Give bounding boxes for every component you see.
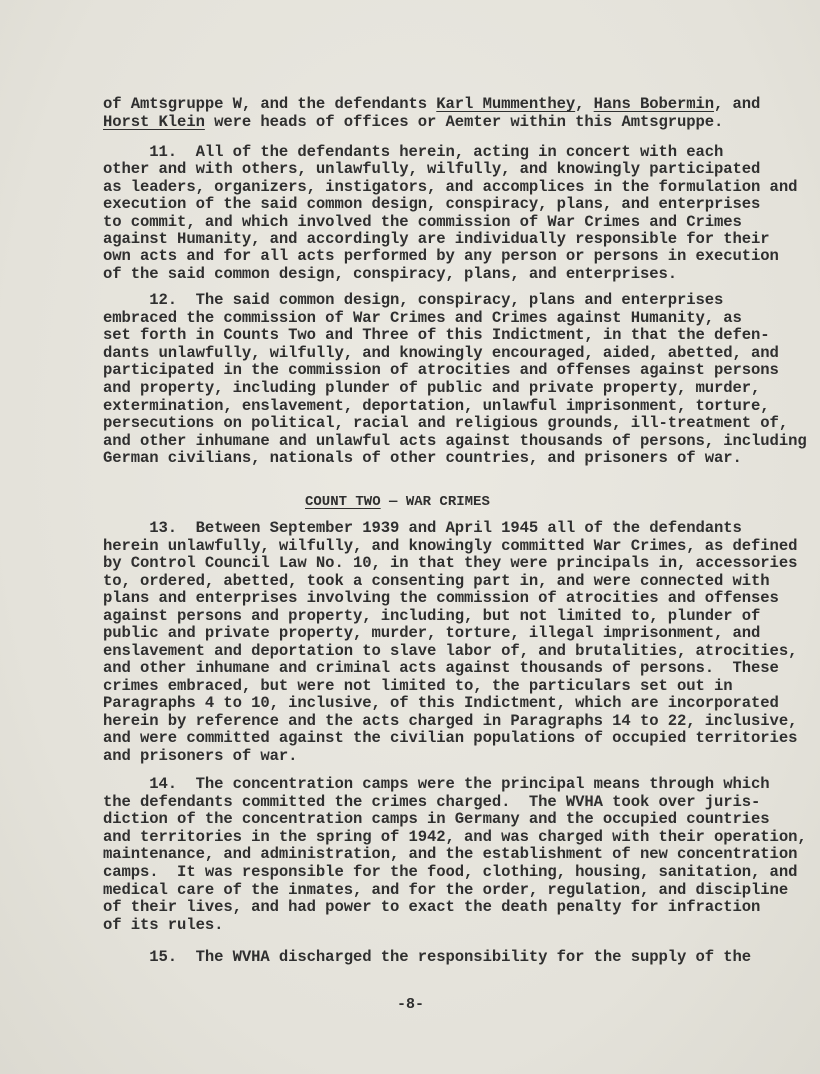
paragraph-15: 15. The WVHA discharged the responsibility for the supply of the [103, 948, 752, 966]
section-heading [305, 494, 490, 510]
text: , [575, 95, 594, 113]
text: , and [714, 95, 761, 113]
page-number: -8- [397, 996, 425, 1013]
paragraph-13: 13. Between September 1939 and April 1945 all of the defendants herein unlawfully, wilfully, and knowingly committed War Crimes, as defined by Control Council Law No. 10, in that they were principals in, accessories to, ordered, abetted, took a consenting part in, and were connected with plans and enterprises involving the commission of atrocities and offenses against persons and property, including, but not limited to, plunder of public and private property, murder, torture, illegal imprisonment, and enslavement and deportation to slave labor of, and brutalities, atrocities, and other inhumane and criminal acts against thousands of persons. These crimes embraced, but were not limited to, the particulars set out in Paragraphs 4 to 10, inclusive, of this Indictment, which are incorporated herein by reference and the acts charged in Paragraphs 14 to 22, inclusive, and were committed against the civilian populations of occupied territories and prisoners of war. [103, 519, 798, 765]
text: of Amtsgruppe W, and the defendants [103, 95, 437, 113]
text: were heads of offices or Aemter within this Amtsgruppe. [204, 113, 724, 131]
defendant-name: Hans Bobermin [593, 95, 715, 113]
heading-underlined: COUNT TWO [305, 494, 381, 510]
paragraph-12: 12. The said common design, conspiracy, plans and enterprises embraced the commission of War Crimes and Crimes against Humanity, as set forth in Counts Two and Three of this Indictment, in that the defen- dants unlawfully, wilfully, and knowingly encouraged, aided, abetted, and participated in the commission of atrocities and offenses against persons and property, including plunder of public and private property, murder, extermination, enslavement, deportation, unlawful imprisonment, torture, persecutions on political, racial and religious grounds, ill-treatment of, and other inhumane and unlawful acts against thousands of persons, including German civilians, nationals of other countries, and prisoners of war. [103, 291, 807, 468]
heading-rest: — WAR CRIMES [380, 494, 490, 510]
intro-paragraph [103, 95, 760, 131]
defendant-name: Karl Mummenthey [436, 95, 576, 113]
paragraph-11: 11. All of the defendants herein, acting in concert with each other and with others, unlawfully, wilfully, and knowingly participated as leaders, organizers, instigators, and accomplices in the formulation and execution of the said common design, conspiracy, plans, and enterprises to commit, and which involved the commission of War Crimes and Crimes against Humanity, and accordingly are individually responsible for their own acts and for all acts performed by any person or persons in execution of the said common design, conspiracy, plans, and enterprises. [103, 143, 798, 283]
paragraph-14: 14. The concentration camps were the principal means through which the defendants committed the crimes charged. The WVHA took over juris- diction of the concentration camps in Germany and the occupied countries and territories in the spring of 1942, and was charged with their operation, maintenance, and administration, and the establishment of new concentration camps. It was responsible for the food, clothing, housing, sanitation, and medical care of the inmates, and for the order, regulation, and discipline of their lives, and had power to exact the death penalty for infraction of its rules. [103, 775, 807, 934]
defendant-name: Horst Klein [103, 113, 205, 131]
